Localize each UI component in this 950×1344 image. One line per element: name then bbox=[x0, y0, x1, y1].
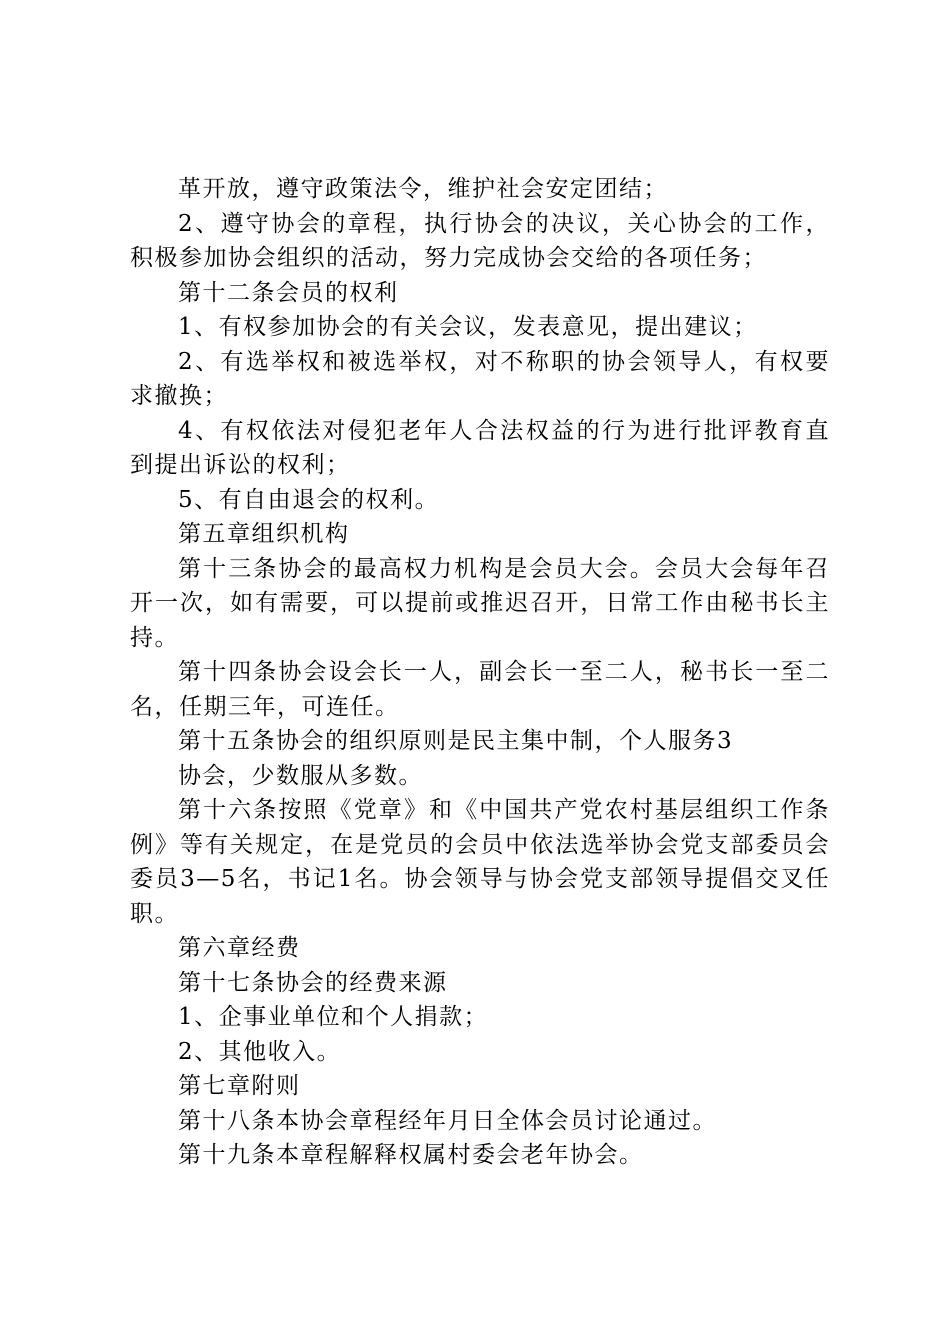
article-15: 第十五条协会的组织原则是民主集中制，个人服务3 bbox=[178, 728, 734, 754]
article-15-continued: 协会，少数服从多数。 bbox=[178, 762, 423, 789]
chapter-5-heading: 第五章组织机构 bbox=[178, 521, 350, 547]
article-17: 第十七条协会的经费来源 bbox=[178, 969, 448, 996]
paragraph-2: 2、遵守协会的章程，执行协会的决议，关心协会的工作，积极参加协会组织的活动，努力完成协会交给的各项任务； bbox=[130, 210, 830, 271]
article-14: 第十四条协会设会长一人，副会长一至二人，秘书长一至二名，任期三年，可连任。 bbox=[130, 659, 830, 720]
article-13: 第十三条协会的最高权力机构是会员大会。会员大会每年召开一次，如有需要，可以提前或推迟召开，日常工作由秘书长主持。 bbox=[130, 555, 830, 651]
chapter-7-heading: 第七章附则 bbox=[178, 1073, 301, 1099]
article-12-heading: 第十二条会员的权利 bbox=[178, 279, 399, 306]
paragraph-1: 革开放，遵守政策法令，维护社会安定团结； bbox=[178, 176, 668, 202]
paragraph-5: 2、有选举权和被选举权，对不称职的协会领导人，有权要求撤换； bbox=[130, 348, 830, 409]
article-16: 第十六条按照《党章》和《中国共产党农村基层组织工作条例》等有关规定，在是党员的会员中依法选举协会党支部委员会委员3—5名，书记1名。协会领导与协会党支部领导提倡交叉任职。 bbox=[130, 797, 830, 927]
paragraph-16: 1、企事业单位和个人捐款； bbox=[178, 1004, 489, 1030]
article-18: 第十八条本协会章程经年月日全体会员讨论通过。 bbox=[178, 1107, 717, 1134]
paragraph-17: 2、其他收入。 bbox=[178, 1038, 342, 1065]
paragraph-4: 1、有权参加协会的有关会议，发表意见，提出建议； bbox=[178, 314, 758, 340]
article-19: 第十九条本章程解释权属村委会老年协会。 bbox=[178, 1142, 644, 1168]
paragraph-6: 4、有权依法对侵犯老年人合法权益的行为进行批评教育直到提出诉讼的权利； bbox=[130, 417, 830, 478]
document-page bbox=[130, 172, 830, 1173]
chapter-6-heading: 第六章经费 bbox=[178, 935, 301, 961]
paragraph-7: 5、有自由退会的权利。 bbox=[178, 486, 440, 513]
